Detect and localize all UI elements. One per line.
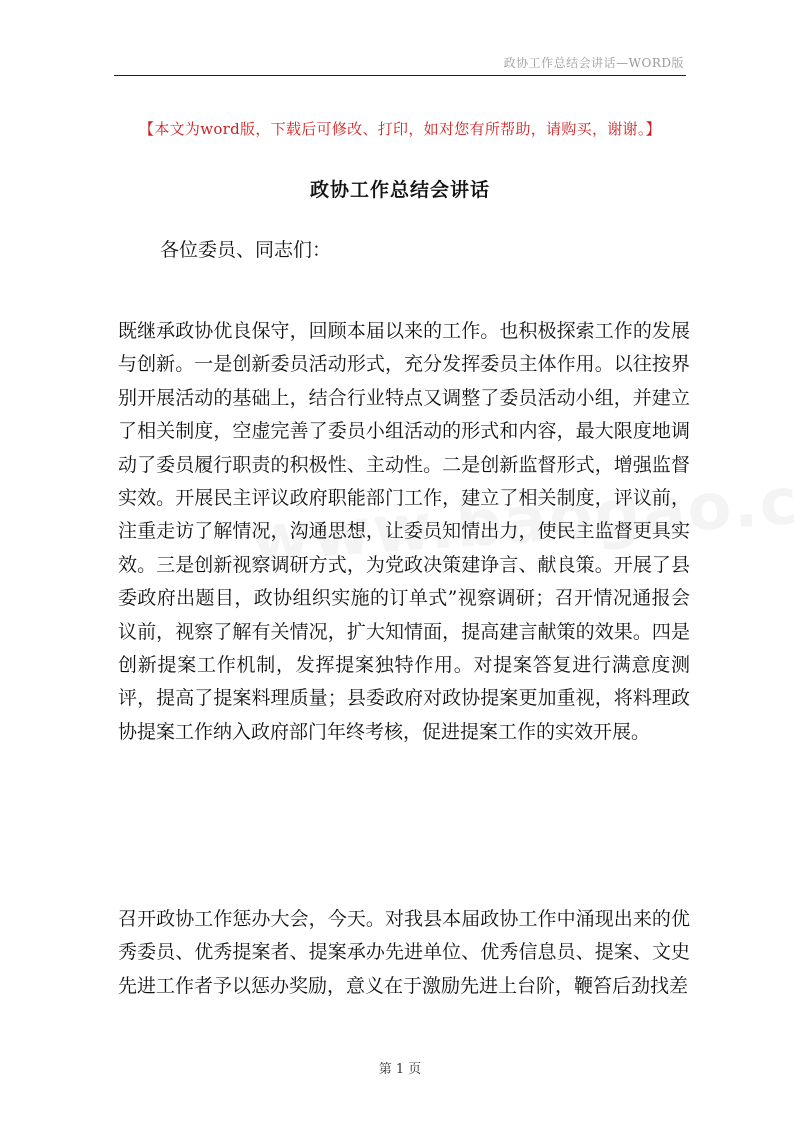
body-paragraph-2: 召开政协工作惩办大会，今天。对我县本届政协工作中涌现出来的优秀委员、优秀提案者、提案承办先进单位、优秀信息员、提案、文史先进工作者予以惩办奖励，意义在于激励先进上台阶，鞭笞后劲找差 [118, 908, 690, 997]
salutation: 各位委员、同志们： [160, 239, 332, 261]
purchase-notice: 【本文为word版，下载后可修改、打印，如对您有所帮助，请购买，谢谢。】 [139, 120, 661, 138]
header-divider [114, 75, 686, 76]
body-paragraph-1: 既继承政协优良保守，回顾本届以来的工作。也积极探索工作的发展与创新。一是创新委员活动形式，充分发挥委员主体作用。以往按界别开展活动的基础上，结合行业特点又调整了委员活动小组，并建立了相关制度，空虚完善了委员小组活动的形式和内容，最大限度地调动了委员履行职责的积极性、主动性。二是创新监督形式，增强监督实效。开展民主评议政府职能部门工作，建立了相关制度，评议前，注重走访了解情况，沟通思想，让委员知情出力，使民主监督更具实效。三是创新视察调研方式，为党政决策建诤言、献良策。开展了县委政府出题目，政协组织实施的订单式”视察调研；召开情况通报会议前，视察了解有关情况，扩大知情面，提高建言献策的效果。四是创新提案工作机制，发挥提案独特作用。对提案答复进行满意度测评，提高了提案料理质量；县委政府对政协提案更加重视，将料理政协提案工作纳入政府部门年终考核，促进提案工作的实效开展。 [118, 320, 690, 743]
document-title: 政协工作总结会讲话 [309, 179, 490, 201]
page-number: 第 1 页 [378, 1062, 422, 1077]
running-header: 政协工作总结会讲话—WORD版 [503, 56, 684, 70]
